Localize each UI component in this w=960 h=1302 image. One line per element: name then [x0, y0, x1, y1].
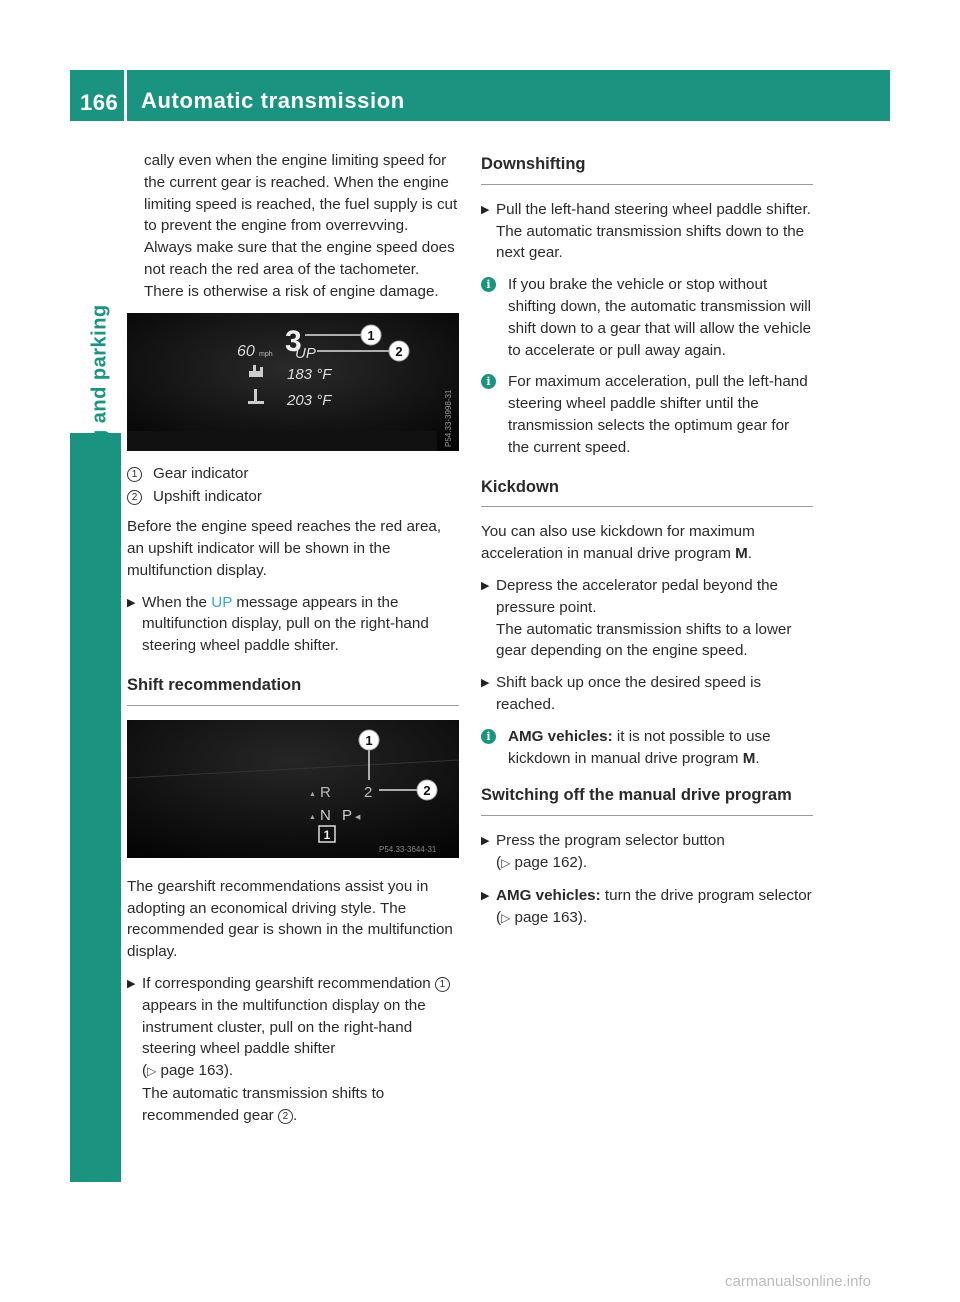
heading-shift-recommendation: Shift recommendation	[127, 675, 459, 706]
note2-text: For maximum acceleration, pull the left-hand steering wheel paddle shifter until the transmission selects the optimum gear for the current speed.	[508, 373, 808, 456]
caption2-number: 2	[127, 490, 142, 505]
step1-post: message appears in the multifunction display, pull on the right-hand steering wheel paddle shifter.	[142, 593, 429, 655]
page-ref-arrow-icon: ▷	[501, 910, 511, 925]
display-lower-band	[127, 431, 437, 451]
caption2-text: Upshift indicator	[153, 488, 262, 506]
page-ref-arrow-icon: ▷	[147, 1064, 157, 1079]
kick-step2-text: Shift back up once the desired speed is reached.	[496, 674, 762, 713]
step2-text-b: appears in the multifunction display on the instrument cluster, pull on the right-hand steering wheel paddle shifter	[142, 996, 426, 1058]
step-arrow-icon: ▶	[481, 203, 490, 216]
coolant-temp-value: 203 °F	[287, 391, 332, 409]
page-title: Automatic transmission	[141, 88, 405, 113]
step-upshift	[127, 592, 459, 657]
step2-page-ref[interactable]: page 163).	[160, 1062, 234, 1080]
step2-text-c: The automatic transmission shifts to recommended gear	[142, 1084, 385, 1124]
note3-bold: AMG vehicles:	[508, 727, 613, 745]
caption-upshift-indicator	[127, 486, 459, 508]
callout1-number: 1	[367, 327, 375, 343]
sw-step2-text: turn the drive program selector (	[496, 886, 812, 926]
upshift-display-svg	[127, 313, 459, 451]
down-step-text: Pull the left-hand steering wheel paddle shifter.	[496, 200, 811, 218]
heading-downshifting: Downshifting	[481, 154, 813, 185]
step-arrow-icon: ▶	[127, 977, 136, 990]
note3-text: it is not possible to use kickdown in manual drive program	[508, 727, 771, 767]
shift-recommendation-svg	[127, 720, 459, 858]
figure2-code: P54.33-3644-31	[379, 844, 437, 854]
note3-program-m: M	[742, 749, 756, 767]
step-arrow-icon: ▶	[127, 596, 136, 609]
down-step-result: The automatic transmission shifts down to the next gear.	[496, 222, 805, 262]
display2-background	[127, 720, 459, 858]
oil-temp-value: 183 °F	[287, 365, 332, 383]
page-number: 166	[80, 90, 119, 115]
footer-watermark: carmanualsonline.info	[725, 1273, 871, 1290]
step1-pre: When the	[142, 593, 208, 611]
n-arrow-icon: ▲	[309, 813, 316, 821]
info-icon: i	[481, 277, 496, 292]
kick-step1-text: Depress the accelerator pedal beyond the pressure point.	[496, 576, 778, 616]
caption-gear-indicator	[127, 463, 459, 485]
page-ref-arrow-icon: ▷	[501, 855, 511, 870]
heading-kickdown: Kickdown	[481, 477, 813, 508]
side-tab-label: Driving and parking	[88, 304, 111, 502]
left-column	[127, 150, 459, 1137]
step-shift-back	[481, 672, 813, 716]
upshift-paragraph: Before the engine speed reaches the red area, an upshift indicator will be shown in the multifunction display.	[127, 518, 442, 579]
gear-number: 3	[285, 324, 302, 358]
sw-step1-page-ref[interactable]: page 162).	[514, 853, 588, 871]
step-amg-selector	[481, 885, 813, 930]
info-icon: i	[481, 729, 496, 744]
step-gearshift: ▶ If corresponding gearshift recommendation 1 appears in the multifunction display on the instrument cluster, pull on the right-hand steering wheel paddle shifter (▷ page 163). The automatic transmission shifts to recommended gear 2 .	[127, 973, 459, 1127]
step-kickdown	[481, 575, 813, 662]
step-downshift	[481, 199, 813, 264]
step2-end: .	[292, 1106, 298, 1124]
heading-switch-off-manual: Switching off the manual drive program	[481, 785, 813, 816]
sw-step1-text: Press the program selector button	[496, 832, 725, 850]
sw-step2-bold: AMG vehicles:	[496, 886, 601, 904]
step2-number2: 2	[278, 1109, 293, 1124]
p-arrow-icon: ◀	[355, 813, 361, 821]
note-brake	[481, 274, 813, 361]
kickdown-program-m: M	[735, 545, 748, 563]
note1-text: If you brake the vehicle or stop without shifting down, the automatic transmission will shift down to a gear that will allow the vehicle to accelerate or pull away again.	[508, 276, 812, 359]
note-acceleration	[481, 371, 813, 458]
step2-number1: 1	[435, 977, 450, 992]
up-indicator: UP	[295, 344, 316, 362]
step-arrow-icon: ▶	[481, 677, 490, 690]
caption1-number: 1	[127, 467, 142, 482]
step-press-selector: ▶ Press the program selector button (▷ page 162).	[481, 830, 813, 875]
right-column: Downshifting ▶ Pull the left-hand steering wheel paddle shifter. The automatic transmission shifts down to the next gear. i If you brake the vehicle or stop without shifting down, the automatic transmission will shift down to a gear that will allow the vehicle to accelerate or pull away again. i For maximum acceleration, pull the left-hand steering wheel paddle shifter until the transmission selects the optimum gear for the current speed. Kickdown You can also use kickdown for maximum acceleration in manual drive program M. ▶ Depress the accelerator pedal beyond the pressure point. The automatic transmission shifts to a lower gear depending on the engine speed. ▶ Shift back up once the desired speed is reached. i AMG vehicles: it is not possible to use kickdown in manual drive program M. Switching off the manual drive program ▶ Press the program selector button (▷ page 162). ▶ AMG vehicles: turn the drive program selector (▷ page 163).	[481, 150, 813, 939]
intro-paragraph: cally even when the engine limiting speed for the current gear is reached. When the engine limiting speed is reached, the fuel supply is cut to prevent the engine from overrevving. Always make sure that the engine speed does not reach the red area of the tachometer. There is otherwise a risk of engine damage.	[144, 152, 458, 300]
figure-shift-recommendation	[127, 720, 459, 858]
gear-r: R	[320, 783, 331, 801]
note-amg-kickdown: i AMG vehicles: it is not possible to use kickdown in manual drive program M.	[481, 726, 813, 770]
gearshift-paragraph: The gearshift recommendations assist you in adopting an economical driving style. The recommended gear is shown in the multifunction display.	[127, 877, 453, 961]
step-arrow-icon: ▶	[481, 579, 490, 592]
speed-value: 60	[237, 342, 255, 360]
kick-step1-result: The automatic transmission shifts to a lower gear depending on the engine speed.	[496, 620, 792, 660]
info-icon: i	[481, 374, 496, 389]
figure-upshift-display	[127, 313, 459, 451]
kickdown-paragraph: You can also use kickdown for maximum acceleration in manual drive program	[481, 523, 755, 563]
step-arrow-icon: ▶	[481, 835, 490, 848]
callout-a-number: 1	[365, 732, 373, 748]
figure1-code: P54.33-3998-31	[444, 389, 453, 447]
sw-step2-page-ref[interactable]: page 163).	[514, 908, 588, 926]
gear-n: N	[320, 806, 331, 824]
step1-up: UP	[211, 593, 233, 611]
callout2-number: 2	[395, 343, 403, 359]
recommended-gear: 2	[364, 783, 373, 801]
header-divider	[124, 70, 127, 121]
gear-p: P	[342, 806, 353, 824]
step-arrow-icon: ▶	[481, 889, 490, 902]
gear-box-number: 1	[323, 827, 331, 842]
step2-text-a: If corresponding gearshift recommendation	[142, 974, 431, 992]
callout-b-number: 2	[423, 782, 431, 798]
r-arrow-icon: ▲	[309, 790, 316, 798]
caption1-text: Gear indicator	[153, 464, 249, 482]
speed-unit: mph	[259, 350, 273, 358]
